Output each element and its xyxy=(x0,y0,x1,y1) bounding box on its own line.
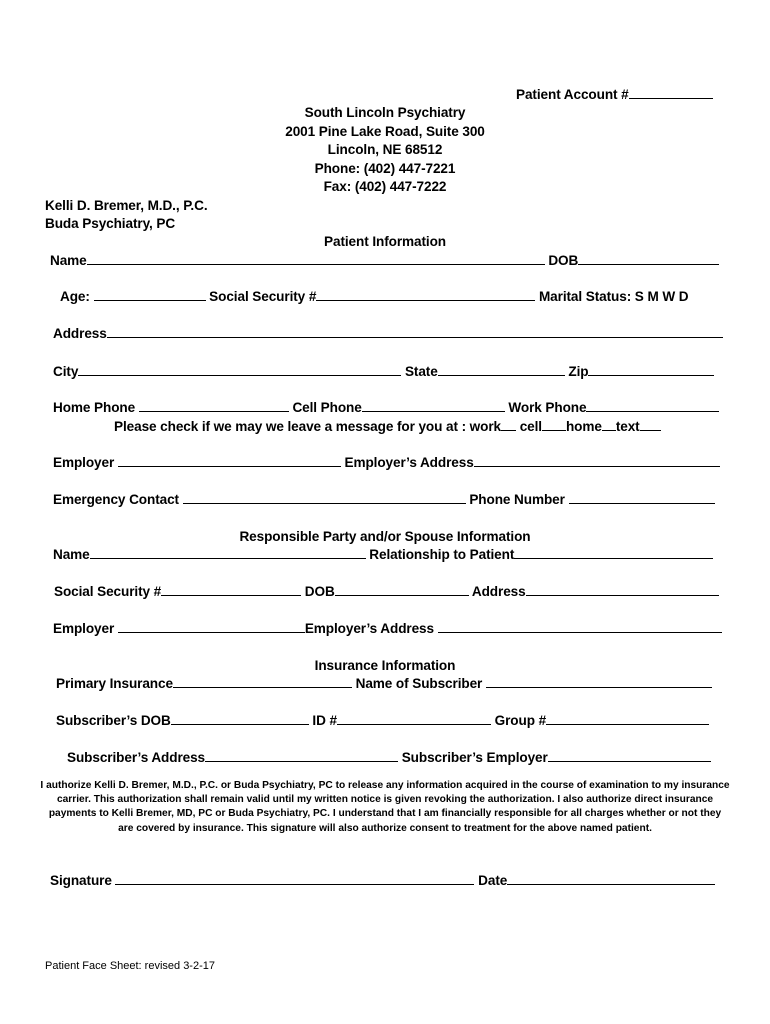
employer-row xyxy=(53,454,720,471)
id-field[interactable] xyxy=(337,712,491,725)
age-ssn-marital-row xyxy=(60,288,688,305)
emergency-row xyxy=(53,491,715,508)
marital-status-label: Marital Status: S M W D xyxy=(535,289,689,304)
practice-phone: Phone: (402) 447-7221 xyxy=(314,161,456,176)
subscriber-dob-label: Subscriber’s DOB xyxy=(56,713,171,728)
practice-name-2: Buda Psychiatry, PC xyxy=(45,216,176,231)
footer-revision: Patient Face Sheet: revised 3-2-17 xyxy=(45,960,215,972)
name-label: Name xyxy=(50,253,87,268)
home-phone-field[interactable] xyxy=(139,399,289,412)
phone-number-field[interactable] xyxy=(569,491,715,504)
insurance-info-title: Insurance Information xyxy=(314,658,456,673)
primary-insurance-field[interactable] xyxy=(173,675,352,688)
id-label: ID # xyxy=(308,713,337,728)
city-field[interactable] xyxy=(78,363,401,376)
patient-account-field[interactable] xyxy=(629,86,713,99)
group-field[interactable] xyxy=(546,712,709,725)
age-field[interactable] xyxy=(94,288,206,301)
patient-account-label: Patient Account # xyxy=(516,87,629,102)
city-state-zip-row xyxy=(53,363,714,380)
responsible-address-label: Address xyxy=(468,584,526,599)
subscriber-dob-field[interactable] xyxy=(171,712,309,725)
work-phone-field[interactable] xyxy=(586,399,719,412)
home-phone-label: Home Phone xyxy=(53,400,139,415)
name-dob-row xyxy=(50,252,719,269)
responsible-employer-address-field[interactable] xyxy=(438,620,722,633)
cell-phone-field[interactable] xyxy=(362,399,505,412)
state-label: State xyxy=(401,364,438,379)
responsible-ssn-row xyxy=(54,583,719,600)
responsible-ssn-label: Social Security # xyxy=(54,584,162,599)
phone-number-label: Phone Number xyxy=(465,492,569,507)
message-text-checkbox[interactable] xyxy=(640,418,661,431)
responsible-employer-label: Employer xyxy=(53,621,118,636)
subscriber-address-row xyxy=(67,749,711,766)
work-phone-label: Work Phone xyxy=(504,400,587,415)
name-field[interactable] xyxy=(87,252,545,265)
subscriber-employer-field[interactable] xyxy=(548,749,711,762)
subscriber-name-label: Name of Subscriber xyxy=(351,676,486,691)
ssn-field[interactable] xyxy=(316,288,535,301)
responsible-dob-field[interactable] xyxy=(335,583,469,596)
signature-label: Signature xyxy=(50,873,116,888)
responsible-party-title: Responsible Party and/or Spouse Information xyxy=(239,529,531,544)
practice-fax: Fax: (402) 447-7222 xyxy=(323,179,447,194)
dob-field[interactable] xyxy=(578,252,719,265)
city-label: City xyxy=(53,364,79,379)
date-field[interactable] xyxy=(507,872,715,885)
employer-address-field[interactable] xyxy=(474,454,720,467)
subscriber-dob-row xyxy=(56,712,709,729)
message-cell-checkbox[interactable] xyxy=(542,418,566,431)
cell-phone-label: Cell Phone xyxy=(288,400,362,415)
zip-label: Zip xyxy=(564,364,589,379)
practice-address: 2001 Pine Lake Road, Suite 300 xyxy=(285,124,485,139)
patient-info-title: Patient Information xyxy=(324,234,446,249)
signature-row xyxy=(50,872,715,889)
age-label: Age: xyxy=(60,289,94,304)
responsible-name-row xyxy=(53,546,713,563)
responsible-employer-address-label: Employer’s Address xyxy=(304,621,438,636)
dob-label: DOB xyxy=(548,253,579,268)
message-preference-row xyxy=(114,418,661,435)
responsible-employer-field[interactable] xyxy=(118,620,305,633)
date-label: Date xyxy=(474,873,508,888)
employer-address-label: Employer’s Address xyxy=(340,455,474,470)
relationship-field[interactable] xyxy=(514,546,713,559)
subscriber-address-label: Subscriber’s Address xyxy=(67,750,206,765)
practice-city: Lincoln, NE 68512 xyxy=(327,142,443,157)
responsible-name-field[interactable] xyxy=(90,546,366,559)
subscriber-address-field[interactable] xyxy=(205,749,398,762)
relationship-label: Relationship to Patient xyxy=(365,547,515,562)
responsible-dob-label: DOB xyxy=(301,584,335,599)
address-row xyxy=(53,325,723,342)
primary-insurance-row xyxy=(56,675,712,692)
address-field[interactable] xyxy=(107,325,723,338)
message-prefix: Please check if we may we leave a message for you at : work xyxy=(114,419,502,434)
signature-field[interactable] xyxy=(115,872,474,885)
subscriber-employer-label: Subscriber’s Employer xyxy=(398,750,548,765)
responsible-employer-row xyxy=(53,620,722,637)
employer-field[interactable] xyxy=(118,454,341,467)
responsible-ssn-field[interactable] xyxy=(161,583,301,596)
patient-account-row xyxy=(516,86,713,103)
ssn-label: Social Security # xyxy=(205,289,317,304)
zip-field[interactable] xyxy=(588,363,714,376)
responsible-name-label: Name xyxy=(53,547,90,562)
phones-row xyxy=(53,399,719,416)
message-text-label: text xyxy=(615,419,640,434)
subscriber-name-field[interactable] xyxy=(486,675,712,688)
emergency-contact-label: Emergency Contact xyxy=(53,492,183,507)
employer-label: Employer xyxy=(53,455,118,470)
emergency-contact-field[interactable] xyxy=(183,491,466,504)
primary-insurance-label: Primary Insurance xyxy=(56,676,173,691)
state-field[interactable] xyxy=(438,363,565,376)
doctor-name: Kelli D. Bremer, M.D., P.C. xyxy=(45,198,208,213)
address-label: Address xyxy=(53,326,107,341)
message-home-label: home xyxy=(565,419,602,434)
group-label: Group # xyxy=(490,713,547,728)
message-home-checkbox[interactable] xyxy=(602,418,616,431)
practice-name: South Lincoln Psychiatry xyxy=(304,105,466,120)
responsible-address-field[interactable] xyxy=(526,583,719,596)
authorization-text: I authorize Kelli D. Bremer, M.D., P.C. or Buda Psychiatry, PC to release any information acquired in the course of examination to my insurance carrier. This authorization shall remain valid until my written notice is given revoking the authorization. I also authorize direct insurance payments to Kelli Bremer, MD, PC or Buda Psychiatry, PC. I understand that I am financially responsible for all charges whether or not they are covered by insurance. This signature will also authorize consent to treatment for the above named patient. xyxy=(40,780,730,834)
message-cell-label: cell xyxy=(516,419,542,434)
message-work-checkbox[interactable] xyxy=(501,418,516,431)
